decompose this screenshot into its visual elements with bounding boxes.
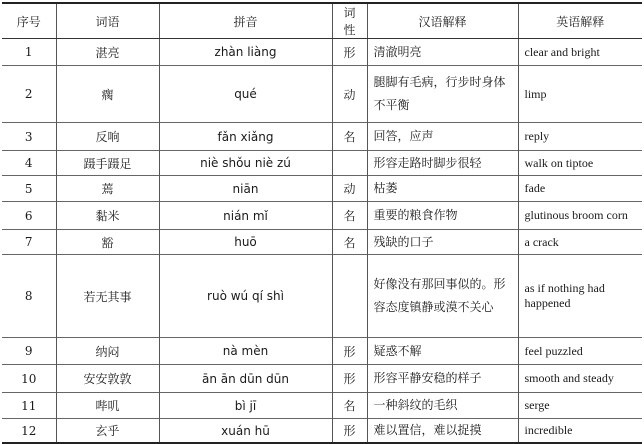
cell-english-definition: a crack	[518, 230, 642, 255]
cell-english-definition: serge	[518, 393, 642, 419]
cell-index: 2	[24, 87, 33, 101]
cell-english-definition: incredible	[518, 419, 642, 444]
cell-word: 蔫	[56, 176, 159, 202]
cell-pinyin: ān ān dūn dūn	[159, 365, 332, 393]
cell-index: 9	[24, 344, 33, 358]
cell-index: 12	[21, 423, 37, 438]
cell-part-of-speech: 名	[332, 393, 367, 419]
cell-pinyin: nà mèn	[159, 338, 332, 365]
cell-word: 玄乎	[56, 419, 159, 444]
table-row	[2, 176, 642, 202]
cell-chinese-definition: 疑惑不解	[367, 338, 518, 365]
cell-chinese-definition: 残缺的口子	[367, 230, 518, 255]
header-row	[2, 3, 642, 39]
table-row	[2, 202, 642, 230]
cell-pinyin: xuán hū	[159, 419, 332, 444]
cell-word: 瘸	[56, 66, 159, 123]
cell-chinese-definition: 清澈明亮	[367, 39, 518, 66]
cell-english-definition: as if nothing had happened	[518, 255, 642, 338]
cell-chinese-definition: 一种斜纹的毛织	[367, 393, 518, 419]
cell-word: 蹑手蹑足	[56, 151, 159, 176]
cell-english-definition: feel puzzled	[518, 338, 642, 365]
cell-pinyin: huō	[159, 230, 332, 255]
cell-part-of-speech: 名	[332, 123, 367, 151]
cell-pinyin: niè shǒu niè zú	[159, 151, 332, 176]
cell-part-of-speech: 动	[332, 176, 367, 202]
cell-part-of-speech: 形	[332, 365, 367, 393]
cell-word: 纳闷	[56, 338, 159, 365]
header-word: 词语	[56, 3, 159, 39]
cell-part-of-speech: 名	[332, 230, 367, 255]
cell-word: 安安敦敦	[56, 365, 159, 393]
table-row	[2, 230, 642, 255]
cell-index: 3	[24, 129, 33, 144]
cell-english-definition: reply	[518, 123, 642, 151]
cell-chinese-definition: 重要的粮食作物	[367, 202, 518, 230]
cell-index: 6	[24, 208, 33, 223]
cell-part-of-speech	[332, 255, 367, 338]
cell-pinyin: ruò wú qí shì	[159, 255, 332, 338]
cell-part-of-speech: 名	[332, 202, 367, 230]
header-index: 序号	[2, 3, 56, 39]
cell-index: 7	[24, 235, 33, 249]
table-row	[2, 66, 642, 123]
cell-pinyin: zhàn liàng	[159, 39, 332, 66]
cell-chinese-definition: 腿脚有毛病，行步时身体不平衡	[367, 66, 518, 123]
cell-chinese-definition: 形容平静安稳的样子	[367, 365, 518, 393]
header-part-of-speech: 词性	[332, 3, 367, 39]
cell-english-definition: limp	[518, 66, 642, 123]
cell-chinese-definition: 回答，应声	[367, 123, 518, 151]
header-english-definition: 英语解释	[518, 3, 642, 39]
table-row	[2, 255, 642, 338]
cell-word: 湛亮	[56, 39, 159, 66]
table-row	[2, 338, 642, 365]
cell-word: 豁	[56, 230, 159, 255]
cell-part-of-speech: 形	[332, 39, 367, 66]
cell-english-definition: glutinous broom corn	[518, 202, 642, 230]
cell-index: 5	[24, 181, 33, 196]
cell-word: 若无其事	[56, 255, 159, 338]
cell-pinyin: fǎn xiǎng	[159, 123, 332, 151]
cell-word: 反响	[56, 123, 159, 151]
table-header	[2, 3, 642, 39]
header-chinese-definition: 汉语解释	[367, 3, 518, 39]
table-row	[2, 419, 642, 444]
cell-english-definition: clear and bright	[518, 39, 642, 66]
cell-chinese-definition: 形容走路时脚步很轻	[367, 151, 518, 176]
header-pinyin: 拼音	[159, 3, 332, 39]
cell-index: 10	[21, 371, 37, 386]
cell-index: 4	[24, 156, 33, 170]
cell-part-of-speech: 动	[332, 66, 367, 123]
cell-part-of-speech: 形	[332, 338, 367, 365]
cell-chinese-definition: 难以置信，难以捉摸	[367, 419, 518, 444]
cell-pinyin: niān	[159, 176, 332, 202]
cell-pinyin: nián mǐ	[159, 202, 332, 230]
table-body	[2, 39, 642, 444]
table-row	[2, 39, 642, 66]
cell-part-of-speech	[332, 151, 367, 176]
cell-index: 1	[24, 45, 33, 59]
cell-index: 8	[24, 289, 33, 303]
cell-chinese-definition: 枯萎	[367, 176, 518, 202]
cell-index: 11	[21, 398, 37, 413]
table-row	[2, 393, 642, 419]
table-row	[2, 123, 642, 151]
cell-english-definition: smooth and steady	[518, 365, 642, 393]
cell-word: 哔叽	[56, 393, 159, 419]
table-row	[2, 365, 642, 393]
vocabulary-table	[2, 2, 642, 444]
cell-part-of-speech: 形	[332, 419, 367, 444]
cell-word: 黏米	[56, 202, 159, 230]
cell-pinyin: qué	[159, 66, 332, 123]
cell-english-definition: walk on tiptoe	[518, 151, 642, 176]
table-row	[2, 151, 642, 176]
cell-chinese-definition: 好像没有那回事似的。形容态度镇静或漠不关心	[367, 255, 518, 338]
cell-pinyin: bì jī	[159, 393, 332, 419]
cell-english-definition: fade	[518, 176, 642, 202]
